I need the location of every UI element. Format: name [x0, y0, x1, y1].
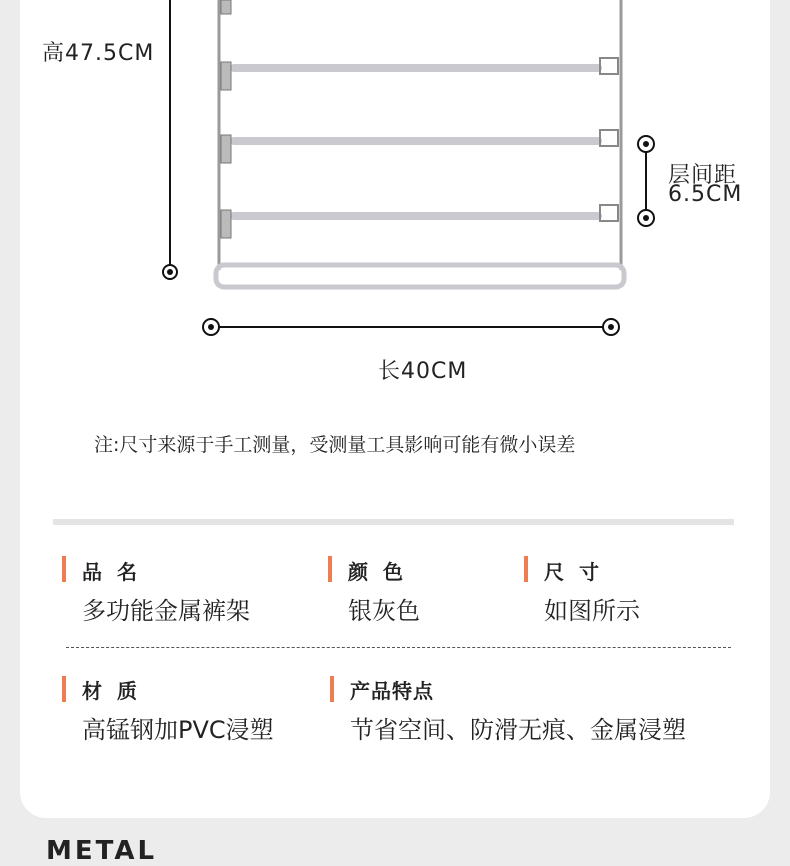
spec-value-size: 如图所示 — [544, 597, 640, 625]
spec-value-features: 节省空间、防滑无痕、金属浸塑 — [350, 716, 686, 744]
rack-rail-2 — [221, 130, 618, 163]
rack-rail-3 — [221, 205, 618, 238]
spec-value-color: 银灰色 — [348, 597, 420, 625]
spec-label-size: 尺 寸 — [544, 560, 603, 584]
spacing-label-line1: 层间距 — [668, 163, 738, 188]
footer-heading: METAL — [46, 836, 158, 866]
spacing-label-line2: 6.5CM — [668, 182, 743, 207]
height-label: 高47.5CM — [42, 41, 155, 66]
spec-label-color: 颜 色 — [348, 560, 407, 584]
spec-accent-bar — [62, 676, 66, 702]
spec-accent-bar — [62, 556, 66, 582]
section-divider — [53, 519, 734, 525]
spec-label-features: 产品特点 — [350, 679, 434, 703]
spec-accent-bar — [330, 676, 334, 702]
spec-label-name: 品 名 — [82, 560, 141, 584]
spec-value-material: 高锰钢加PVC浸塑 — [82, 716, 274, 744]
spec-row-divider — [66, 647, 731, 648]
rack-rail-1 — [221, 58, 618, 90]
length-label: 长40CM — [378, 359, 468, 384]
spec-accent-bar — [524, 556, 528, 582]
measurement-note: 注:尺寸来源于手工测量，受测量工具影响可能有微小误差 — [94, 434, 576, 456]
spec-value-name: 多功能金属裤架 — [82, 597, 250, 625]
spec-label-material: 材 质 — [82, 679, 141, 703]
spec-accent-bar — [328, 556, 332, 582]
